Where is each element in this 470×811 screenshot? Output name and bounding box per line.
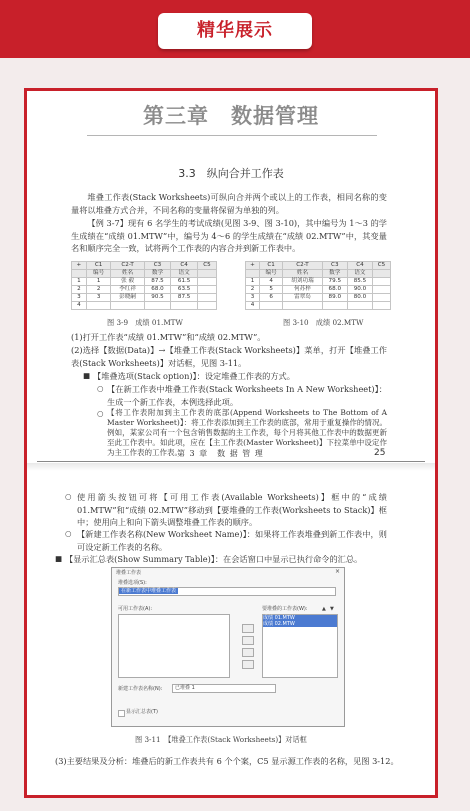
chapter-divider: [87, 135, 377, 136]
summary-checkbox[interactable]: [118, 710, 125, 717]
bullet-square-icon: ■: [83, 371, 91, 380]
new-name-label: 新建工作表名称(N):: [118, 686, 163, 692]
up-arrow-icon[interactable]: ▲: [322, 606, 326, 612]
book-page: [27, 91, 435, 795]
section-title: 3.3 纵向合并工作表: [178, 167, 284, 180]
bullet-summary-table: 【显示汇总表(Show Summary Table)】：在会话窗口中显示已执行命令的汇总。: [65, 554, 363, 564]
footer-divider: [37, 461, 425, 462]
down-arrow-icon[interactable]: ▼: [330, 606, 334, 612]
table-row: + C1 C2-T C3 C4 C5: [72, 262, 217, 270]
table-row: 1 4 胡刘功瑞 79.5 85.5: [246, 278, 391, 286]
table-row: 2 5 何苏梓 68.0 90.0: [246, 286, 391, 294]
intro-paragraph: 堆叠工作表(Stack Worksheets)可纵向合并两个或以上的工作表，相同名称的变量将以堆叠方式合并，不同名称的变量将保留为单独的列。: [71, 192, 387, 215]
summary-label: 显示汇总表(T): [126, 709, 158, 715]
bullet-circle-icon: ○: [97, 409, 104, 418]
chapter-title: 第三章 数据管理: [143, 104, 319, 128]
bullet-circle-icon: ○: [65, 529, 72, 538]
move-all-left-button[interactable]: [242, 660, 254, 669]
highlights-title-button[interactable]: 精华展示: [158, 13, 312, 49]
table-row: 编号 姓名 数学 语文: [72, 270, 217, 278]
move-right-button[interactable]: [242, 624, 254, 633]
step-2: (2)选择【数据(Data)】→【堆叠工作表(Stack Worksheets)】菜单，打开【堆叠工作表(Stack Worksheets)】对话框，见图 3-11。: [71, 345, 387, 368]
available-worksheets-label: 可用工作表(A):: [118, 606, 153, 612]
table-row: 2 2 李红祥 68.0 63.5: [72, 286, 217, 294]
table-row: + C1 C2-T C3 C4 C5: [246, 262, 391, 270]
table-grade-01: [71, 261, 217, 310]
bullet-stack-option: 【堆叠选项(Stack option)】：设定堆叠工作表的方式。: [93, 371, 295, 381]
list-item[interactable]: 成绩 01.MTW: [263, 615, 337, 621]
sub-append-master: 【将工作表附加到主工作表的底部(Append Worksheets to The Bottom of A Master Worksheet)】：将工作表添加到主工作表的底部，常用于重复操作的情况。例如，某家公司有一个包含销售数据的主工作表，每个月将其他工作表中的数据更新至此工作表中。如此项，应在【主工作表(Master Worksheet)】下拉菜单中设定作为主工作表的工作表。: [107, 408, 387, 457]
bullet-square-icon: ■: [55, 554, 63, 563]
book-page-frame: [24, 88, 438, 798]
stack-worksheets-dialog: [111, 567, 345, 727]
bullet-circle-icon: ○: [97, 384, 104, 393]
example-paragraph: 【例 3-7】现有 6 名学生的考试成绩(见图 3-9、图 3-10)，其中编号为 1～3 的学生成绩在“成绩 01.MTW”中，编号为 4～6 的学生成绩在“成绩 02.MTW”中，其变量名和顺序完全一致，试将两个工作表的内容合并到新工作表中。: [71, 218, 387, 253]
stack-option-value: 在新工作表中堆叠工作表: [121, 588, 177, 594]
move-all-right-button[interactable]: [242, 636, 254, 645]
figure-3-11-caption: 图 3-11 【堆叠工作表(Stack Worksheets)】对话框: [135, 735, 307, 744]
sub-arrow-buttons: 使用箭头按钮可将【可用工作表(Available Worksheets)】框中的“成绩 01.MTW”和“成绩 02.MTW”移动到【要堆叠的工作表(Worksheets to Stack)】框中；使用向上和向下箭头调整堆叠工作表的顺序。: [77, 492, 387, 527]
figure-3-9-caption: 图 3-9 成绩 01.MTW: [107, 318, 183, 327]
to-stack-label: 要堆叠的工作表(W):: [262, 606, 308, 612]
stack-option-select[interactable]: [118, 587, 336, 596]
to-stack-list[interactable]: [262, 614, 338, 678]
figure-3-10-caption: 图 3-10 成绩 02.MTW: [283, 318, 364, 327]
table-row: 4: [72, 302, 217, 310]
new-name-input[interactable]: 已堆叠 1: [172, 684, 276, 693]
table-row: 编号 姓名 数学 语文: [246, 270, 391, 278]
table-row: 3 6 雷翠岛 89.0 80.0: [246, 294, 391, 302]
table-row: 3 3 彭晓嗣 90.5 87.5: [72, 294, 217, 302]
table-row: 1 1 张 毅 87.5 61.5: [72, 278, 217, 286]
sub-new-worksheet-name: 【新建工作表名称(New Worksheet Name)】：如果将工作表堆叠到新工作表中，则可设定新工作表的名称。: [77, 529, 387, 552]
top-banner: [0, 0, 470, 58]
available-worksheets-list[interactable]: [118, 614, 230, 678]
move-left-button[interactable]: [242, 648, 254, 657]
dialog-title: 堆叠工作表: [116, 570, 142, 576]
list-item[interactable]: 成绩 02.MTW: [263, 621, 337, 627]
page-number: 25: [374, 448, 386, 458]
bullet-circle-icon: ○: [65, 492, 72, 501]
step-3: (3)主要结果及分析：堆叠后的新工作表共有 6 个个案，C5 显示源工作表的名称，见图 3-12。: [55, 756, 399, 766]
stack-option-label: 堆叠选项(S):: [118, 580, 147, 586]
page-footer-chapter: 第 3 章 数 据 管 理: [177, 449, 264, 458]
close-icon[interactable]: ×: [334, 568, 340, 575]
step-1: (1)打开工作表“成绩 01.MTW”和“成绩 02.MTW”。: [71, 332, 266, 342]
sub-new-worksheet: 【在新工作表中堆叠工作表(Stack Worksheets In A New Worksheet)】：生成一个新工作表，本例选择此项。: [107, 384, 387, 407]
table-grade-02: [245, 261, 391, 310]
page-break: [27, 463, 435, 471]
table-row: 4: [246, 302, 391, 310]
